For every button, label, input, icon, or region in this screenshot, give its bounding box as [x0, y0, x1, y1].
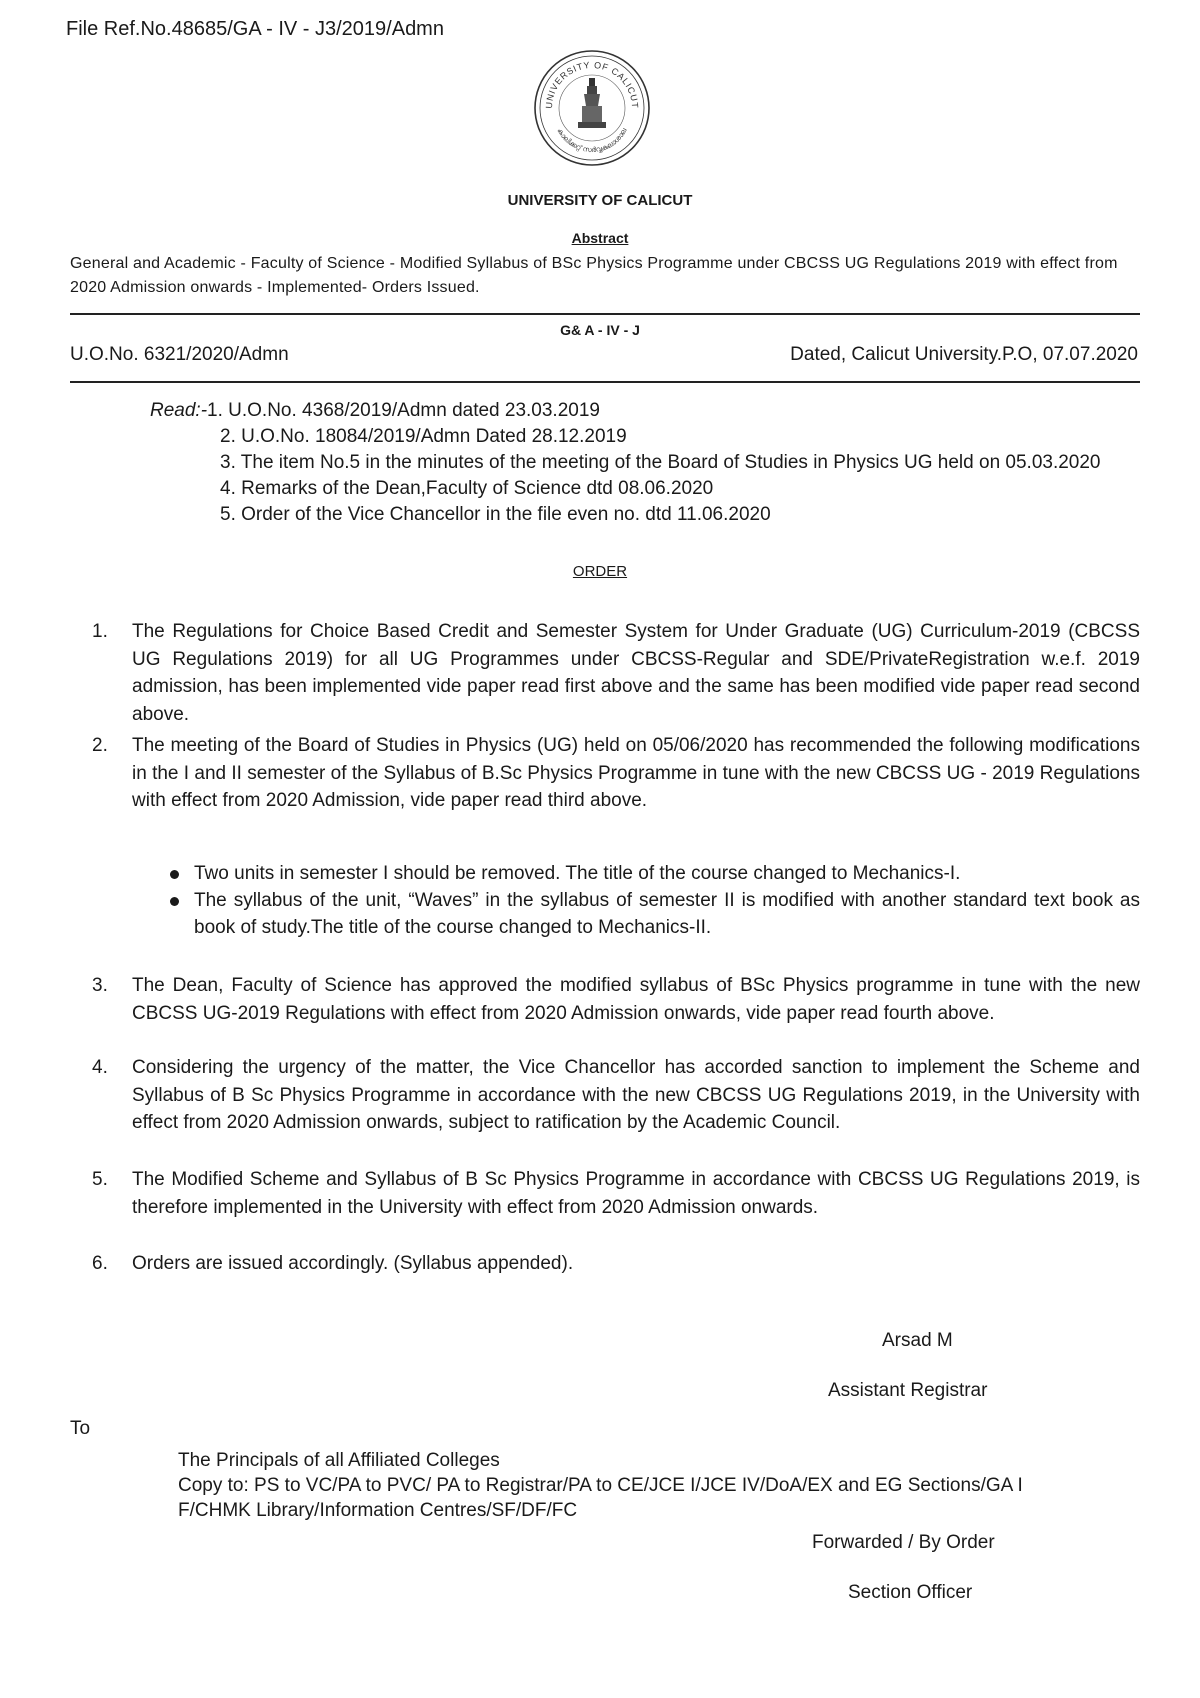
order-item-number: 5. [92, 1169, 108, 1190]
addressee-line: The Principals of all Affiliated Colleges [178, 1450, 500, 1471]
read-item: 5. Order of the Vice Chancellor in the file even no. dtd 11.06.2020 [220, 504, 771, 525]
section-officer: Section Officer [848, 1582, 973, 1603]
to-label: To [70, 1418, 91, 1439]
signatory-title: Assistant Registrar [828, 1380, 988, 1401]
order-item [92, 1250, 1140, 1278]
section-code: G& A - IV - J [560, 322, 640, 338]
list-item [168, 887, 1140, 941]
order-item-number: 3. [92, 975, 108, 996]
order-item [92, 972, 1140, 1027]
order-title: ORDER [572, 563, 628, 580]
read-label: Read:- [150, 400, 208, 421]
seal-top-text: UNIVERSITY OF CALICUT [543, 59, 641, 109]
read-references [150, 398, 1140, 528]
order-item [92, 1054, 1140, 1137]
date-line: Dated, Calicut University.P.O, 07.07.2020 [790, 344, 1138, 365]
order-item-text: The Dean, Faculty of Science has approved the modified syllabus of BSc Physics programme in tune with the new CBCSS UG-2019 Regulations with effect from 2020 Admission onwards, vide paper read fourth above. [132, 975, 1140, 1024]
order-item [92, 618, 1140, 728]
forwarded-line: Forwarded / By Order [812, 1532, 995, 1553]
order-item-text: The meeting of the Board of Studies in Physics (UG) held on 05/06/2020 has recommended the following modifications in the I and II semester of the Syllabus of B.Sc Physics Programme in tune with the new CBCSS UG - 2019 Regulations with effect from 2020 Admission, vide paper read third above. [132, 735, 1140, 811]
university-seal-icon [532, 48, 652, 168]
order-item [92, 732, 1140, 815]
bullet-icon [170, 870, 179, 879]
bullet-icon [170, 897, 179, 906]
abstract-text: General and Academic - Faculty of Science - Modified Syllabus of BSc Physics Programme under CBCSS UG Regulations 2019 with effect from 2020 Admission onwards - Implemented- Orders Issued. [70, 255, 1118, 296]
divider [70, 313, 1140, 315]
seal-bottom-text: കാലിക്കറ്റ് സർവ്വകലാശാല [555, 126, 629, 155]
order-item-number: 1. [92, 621, 108, 642]
signatory-name: Arsad M [882, 1330, 953, 1351]
uo-number: U.O.No. 6321/2020/Admn [70, 344, 289, 365]
read-item: 2. U.O.No. 18084/2019/Admn Dated 28.12.2019 [220, 426, 627, 447]
order-item-text: The Modified Scheme and Syllabus of B Sc Physics Programme in accordance with CBCSS UG Regulations 2019, is therefore implemented in the University with effect from 2020 Admission onwards. [132, 1169, 1140, 1218]
read-item: 1. U.O.No. 4368/2019/Admn dated 23.03.2019 [207, 400, 600, 421]
order-item-text: Considering the urgency of the matter, the Vice Chancellor has accorded sanction to implement the Scheme and Syllabus of B Sc Physics Programme in accordance with the new CBCSS UG Regulations 2019, in the University with effect from 2020 Admission onwards, subject to ratification by the Academic Council. [132, 1057, 1140, 1133]
order-item-number: 4. [92, 1057, 108, 1078]
list-item-text: The syllabus of the unit, “Waves” in the syllabus of semester II is modified with another standard text book as book of study.The title of the course changed to Mechanics-II. [194, 890, 1140, 938]
list-item-text: Two units in semester I should be removed. The title of the course changed to Mechanics-I. [194, 863, 961, 884]
file-reference: File Ref.No.48685/GA - IV - J3/2019/Admn [66, 18, 444, 40]
list-item [168, 860, 1140, 887]
order-item-number: 2. [92, 735, 108, 756]
divider [70, 381, 1140, 383]
abstract-title: Abstract [571, 230, 629, 246]
copy-to-line: Copy to: PS to VC/PA to PVC/ PA to Registrar/PA to CE/JCE I/JCE IV/DoA/EX and EG Sections/GA I F/CHMK Library/Information Centres/SF/DF/FC [178, 1475, 1023, 1521]
modification-list [168, 860, 1140, 941]
order-item-text: Orders are issued accordingly. (Syllabus appended). [132, 1253, 574, 1274]
order-item-number: 6. [92, 1253, 108, 1274]
read-item: 4. Remarks of the Dean,Faculty of Science dtd 08.06.2020 [220, 478, 714, 499]
university-name: UNIVERSITY OF CALICUT [507, 192, 693, 209]
order-item-text: The Regulations for Choice Based Credit and Semester System for Under Graduate (UG) Curriculum-2019 (CBCSS UG Regulations 2019) for all UG Programmes under CBCSS-Regular and SDE/PrivateRegistration w.e.f. 2019 admission, has been implemented vide paper read first above and the same has been modified vide paper read second above. [132, 621, 1140, 725]
addressee-block [178, 1448, 1078, 1523]
read-item: 3. The item No.5 in the minutes of the meeting of the Board of Studies in Physics UG held on 05.03.2020 [220, 452, 1101, 473]
order-item [92, 1166, 1140, 1221]
